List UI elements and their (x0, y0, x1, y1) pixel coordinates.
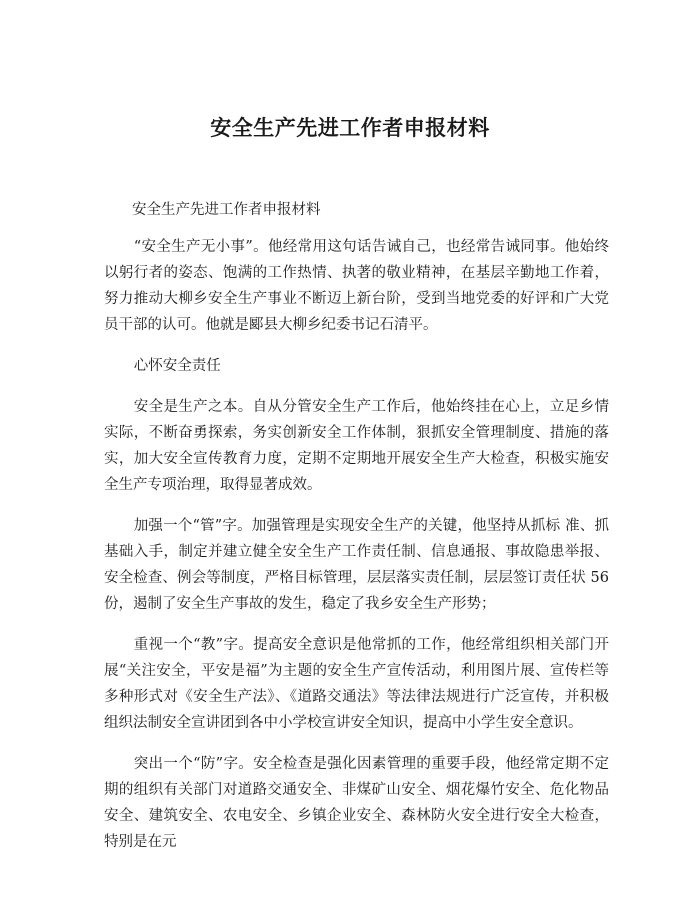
document-subtitle: 安全生产先进工作者申报材料 (132, 202, 321, 218)
paragraph-intro: “安全生产无小事”。他经常用这句话告诫自己，也经常告诫同事。他始终以躬行者的姿态、饱满的工作热情、执著的敬业精神，在基层辛勤地工作着，努力推动大柳乡安全生产事业不断迈上新台阶，受到当地党委的好评和广大党员干部的认可。他就是郾县大柳乡纪委书记石清平。 (104, 239, 609, 333)
document-title: 安全生产先进工作者申报材料 (210, 116, 490, 140)
paragraph-safety-basis: 安全是生产之本。自从分管安全生产工作后，他始终挂在心上，立足乡情实际，不断奋勇探索，务实创新安全工作体制，狠抓安全管理制度、措施的落实，加大安全宣传教育力度，定期不定期地开展安全生产大检查，积极实施安全生产专项治理，取得显著成效。 (104, 399, 609, 493)
paragraph-prevention: 突出一个“防”字。安全检查是强化因素管理的重要手段，他经常定期不定期的组织有关部门对道路交通安全、非煤矿山安全、烟花爆竹安全、危化物品安全、建筑安全、农电安全、乡镇企业安全、森林防火安全进行安全大检查，特别是在元 (104, 756, 609, 850)
document-body (104, 234, 609, 870)
section-heading: 心怀安全责任 (133, 358, 221, 374)
paragraph-management: 加强一个“管”字。加强管理是实现安全生产的关键，他坚持从抓标 准、抓基础入手，制定并建立健全安全生产工作责任制、信息通报、事故隐患举报、安全检查、例会等制度，严格目标管理，层层落实责任制，层层签订责任状 56 份，遏制了安全生产事故的发生，稳定了我乡安全生产形势； (104, 518, 609, 612)
paragraph-education: 重视一个“教”字。提高安全意识是他常抓的工作，他经常组织相关部门开展“关注安全，平安是福”为主题的安全生产宣传活动，利用图片展、宣传栏等多种形式对《安全生产法》、《道路交通法》等法律法规进行广泛宣传，并积极组织法制安全宣讲团到各中小学校宣讲安全知识，提高中小学生安全意识。 (104, 637, 609, 731)
